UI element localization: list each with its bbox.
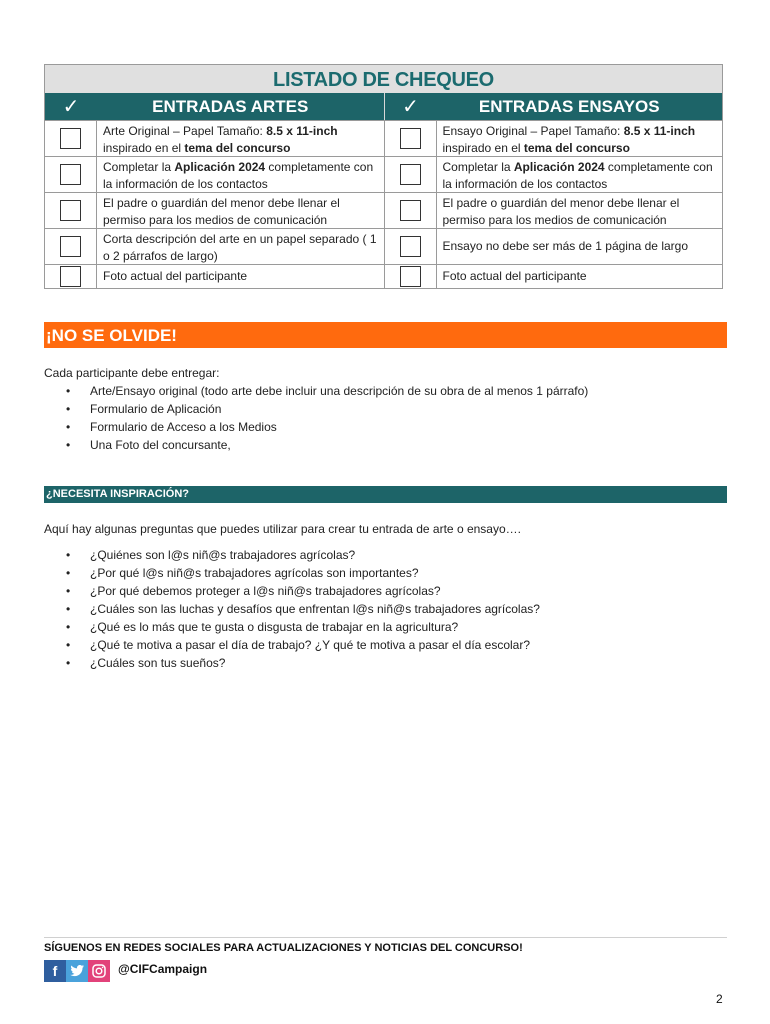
essays-column (384, 120, 723, 288)
list-item: • ¿Por qué l@s niñ@s trabajadores agrícolas son importantes? (66, 565, 540, 583)
checkbox[interactable] (60, 236, 81, 257)
checklist-item-text: El padre o guardián del menor debe llenar el permiso para los medios de comunicación (442, 196, 680, 227)
checklist-item-text: Completar la Aplicación 2024 completamente con la información de los contactos (442, 160, 713, 191)
checklist-row (385, 228, 723, 264)
social-handle: @CIFCampaign (118, 962, 208, 976)
reminder-list (66, 383, 588, 455)
checkbox[interactable] (400, 200, 421, 221)
checklist-title: LISTADO DE CHEQUEO (45, 65, 722, 93)
checklist-item-text: Completar la Aplicación 2024 completamente con la información de los contactos (103, 160, 374, 191)
list-item: • ¿Qué te motiva a pasar el día de trabajo? ¿Y qué te motiva a pasar el día escolar? (66, 637, 540, 655)
page-number: 2 (716, 992, 723, 1006)
reminder-banner: ¡NO SE OLVIDE! (44, 322, 727, 348)
list-item: • Arte/Ensayo original (todo arte debe incluir una descripción de su obra de al menos 1 párrafo) (66, 383, 588, 401)
checklist-row (45, 264, 384, 288)
inspiration-intro: Aquí hay algunas preguntas que puedes utilizar para crear tu entrada de arte o ensayo…. (44, 522, 521, 536)
inspiration-banner: ¿NECESITA INSPIRACIÓN? (44, 486, 727, 503)
essays-header-label: ENTRADAS ENSAYOS (478, 96, 660, 116)
checkbox[interactable] (400, 128, 421, 149)
checklist-row (385, 120, 723, 156)
checklist-item-text: Ensayo Original – Papel Tamaño: 8.5 x 11-inch inspirado en el tema del concurso (442, 124, 696, 155)
checklist-item-text: Ensayo no debe ser más de 1 página de largo (442, 239, 689, 253)
arts-header-label: ENTRADAS ARTES (152, 96, 309, 116)
checkbox[interactable] (400, 266, 421, 287)
list-item: • ¿Qué es lo más que te gusta o disgusta de trabajar en la agricultura? (66, 619, 540, 637)
list-item: • Formulario de Aplicación (66, 401, 588, 419)
arts-column (45, 120, 384, 288)
instagram-icon[interactable] (88, 960, 110, 982)
checkmark-icon: ✓ (62, 96, 80, 118)
checkbox[interactable] (400, 236, 421, 257)
arts-header (45, 93, 384, 120)
essays-header (384, 93, 723, 120)
social-heading: SÍGUENOS EN REDES SOCIALES PARA ACTUALIZACIONES Y NOTICIAS DEL CONCURSO! (44, 942, 523, 954)
social-icons (44, 960, 110, 982)
checklist-row (385, 264, 723, 288)
checkmark-icon: ✓ (402, 96, 419, 118)
checklist-item-text: El padre o guardián del menor debe llenar el permiso para los medios de comunicación (103, 196, 340, 227)
facebook-icon[interactable]: f (44, 960, 66, 982)
checkbox[interactable] (60, 164, 81, 185)
checklist-row (385, 156, 723, 192)
list-item: • ¿Quiénes son l@s niñ@s trabajadores agrícolas? (66, 547, 540, 565)
checklist-item-text: Corta descripción del arte en un papel separado ( 1 o 2 párrafos de largo) (103, 232, 377, 263)
checklist-row (385, 192, 723, 228)
checklist-table (44, 64, 723, 289)
checklist-header-row (45, 93, 722, 120)
list-item: • ¿Cuáles son tus sueños? (66, 655, 540, 673)
checklist-item-text: Foto actual del participante (103, 269, 248, 283)
checklist-item-text: Arte Original – Papel Tamaño: 8.5 x 11-inch inspirado en el tema del concurso (103, 124, 338, 155)
checklist-row (45, 228, 384, 264)
checkbox[interactable] (60, 128, 81, 149)
checklist-row (45, 192, 384, 228)
footer-divider (44, 937, 727, 938)
checkbox[interactable] (400, 164, 421, 185)
checklist-row (45, 120, 384, 156)
list-item: • ¿Por qué debemos proteger a l@s niñ@s trabajadores agrícolas? (66, 583, 540, 601)
checklist-row (45, 156, 384, 192)
list-item: • Formulario de Acceso a los Medios (66, 419, 588, 437)
question-list (66, 547, 540, 673)
reminder-intro: Cada participante debe entregar: (44, 366, 220, 380)
twitter-icon[interactable] (66, 960, 88, 982)
checklist-item-text: Foto actual del participante (442, 269, 587, 283)
checkbox[interactable] (60, 266, 81, 287)
list-item: • ¿Cuáles son las luchas y desafíos que enfrentan l@s niñ@s trabajadores agrícolas? (66, 601, 540, 619)
checkbox[interactable] (60, 200, 81, 221)
list-item: • Una Foto del concursante, (66, 437, 588, 455)
